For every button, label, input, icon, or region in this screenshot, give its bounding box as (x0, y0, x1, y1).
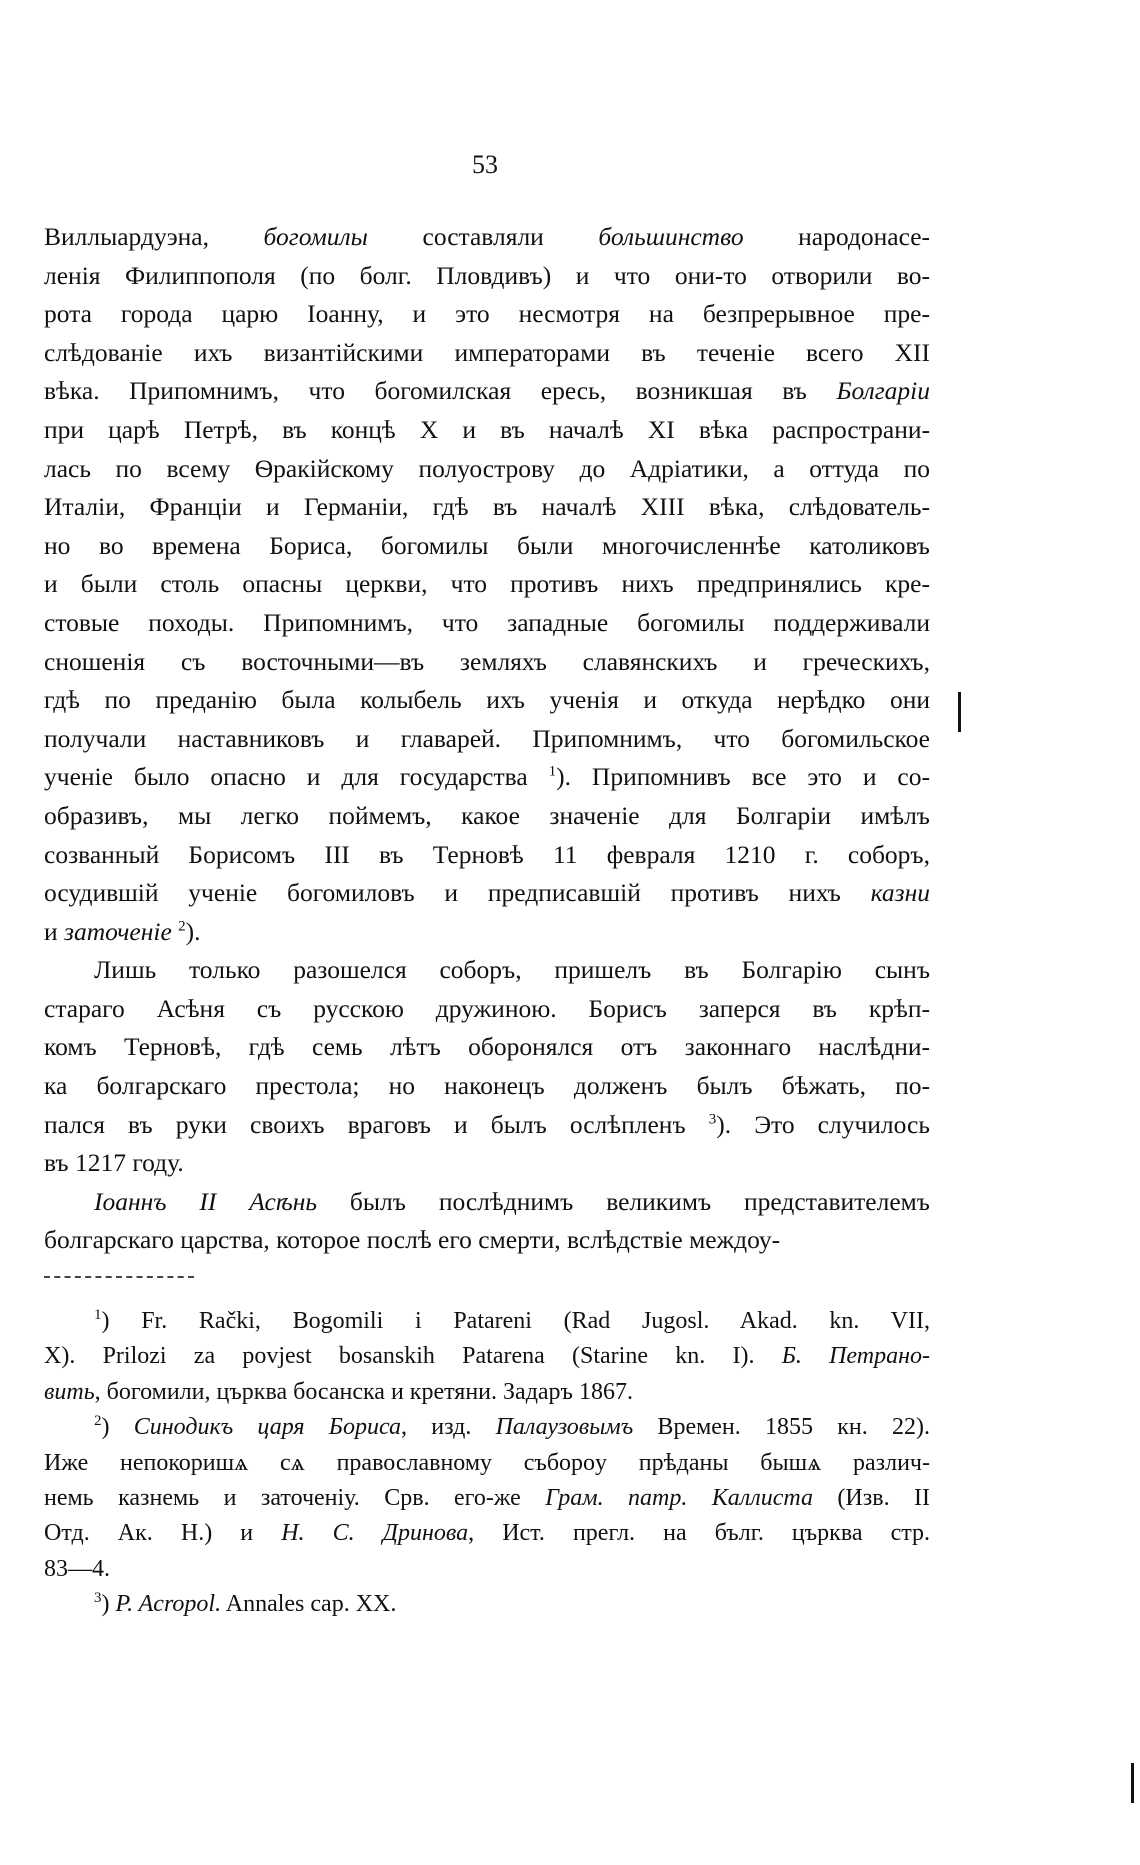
page-number: 53 (472, 150, 498, 179)
text-line: ленія Филиппополя (по болг. Пловдивъ) и что они-то отворили во- (44, 260, 930, 290)
italic-text: заточеніе (64, 916, 172, 946)
italic-text: вить (44, 1378, 95, 1405)
text-line: гдѣ по преданію была колыбель ихъ ученія и откуда нерѣдко они (44, 685, 930, 715)
text-line: и были столь опасны церкви, что противъ нихъ предпринялись кре- (44, 569, 930, 599)
paragraph-3 (44, 1183, 930, 1260)
text-line: образивъ, мы легко поймемъ, какое значеніе для Болгаріи имѣлъ (44, 800, 930, 830)
text-line: слѣдованіе ихъ византійскими императорами въ теченіе всего XII (44, 337, 930, 367)
text-line: лась по всему Ѳракійскому полуострову до Адріатики, а оттуда по (44, 453, 930, 483)
text-line: $^1$) Fr. Rački, Bogomili i Patareni (Rad Jugosl. Akad. kn. VII, (94, 1307, 930, 1334)
italic-text: большинство (598, 222, 744, 251)
text-line: Лишь только разошелся соборъ, пришелъ въ Болгарію сынъ (94, 955, 930, 985)
main-text (44, 218, 930, 1260)
text-line: немь казнемь и заточеніу. Срв. его-же Грам. патр. Каллиста (Изв. II (44, 1485, 931, 1512)
footnote-ref: 2 (94, 1413, 102, 1430)
footnote-separator (44, 1276, 194, 1278)
text-line: получали наставниковъ и главарей. Припомнимъ, что богомильское (44, 723, 930, 753)
footnote-ref: 3 (708, 1111, 717, 1128)
text-line: вѣка. Припомнимъ, что богомилская ересь, возникшая въ Болгаріи (44, 376, 930, 406)
text-line: въ 1217 году. (44, 1148, 184, 1178)
text-line: Виллыардуэна, богомилы составляли большинство народонасе- (44, 222, 931, 251)
margin-mark (958, 692, 961, 732)
text-line: Иже непокоришѧ сѧ православному съборoу прѣданы бышѧ различ- (44, 1449, 930, 1476)
text-line: пался въ руки своихъ враговъ и былъ ослѣпленъ $^3$). Это случилось (44, 1109, 930, 1139)
text-line: стараго Асѣня съ русскою дружиною. Борисъ заперся въ крѣп- (44, 993, 930, 1023)
text-line: вить, богомили, църква босанска и кретяни. Задаръ 1867. (44, 1378, 633, 1405)
italic-text: Н. С. Дринова (281, 1520, 469, 1547)
text-line: Италіи, Франціи и Германіи, гдѣ въ началѣ XIII вѣка, слѣдователь- (44, 492, 930, 522)
footnote-3 (44, 1587, 930, 1622)
footnote-ref: 2 (178, 918, 186, 935)
footnote-2 (44, 1410, 930, 1587)
italic-text: Грам. патр. Каллиста (545, 1485, 813, 1512)
text-line: $^3$) P. Acropol. Annales cap. XX. (94, 1590, 397, 1618)
italic-text: богомилы (263, 222, 368, 251)
footnote-ref: 3 (94, 1590, 102, 1607)
italic-text: P. Acropol. (115, 1591, 222, 1618)
text-line: созванный Борисомъ III въ Терновѣ 11 февраля 1210 г. соборъ, (44, 839, 930, 869)
footnote-ref: 1 (548, 763, 557, 780)
italic-text: Іоаннъ II Асѣнь (94, 1186, 318, 1216)
italic-text: Палаузовымъ (495, 1414, 634, 1441)
text-line: но во времена Бориса, богомилы были многочисленнѣе католиковъ (44, 530, 930, 560)
text-line: сношенія съ восточными—въ земляхъ славянскихъ и греческихъ, (44, 646, 930, 676)
text-line: и заточеніе $^2$). (44, 916, 201, 946)
footnote-ref: 1 (94, 1307, 102, 1323)
text-line: ка болгарскаго престола; но наконецъ долженъ былъ бѣжать, по- (44, 1071, 930, 1101)
footnote-1 (44, 1304, 930, 1410)
text-line: болгарскаго царства, которое послѣ его смерти, вслѣдствіе междоу- (44, 1225, 781, 1255)
text-line: X). Prilozi za povjest bosanskih Patarena (Starine kn. I). Б. Петрано- (44, 1343, 930, 1370)
text-line: комъ Терновѣ, гдѣ семь лѣтъ оборонялся отъ законнаго наслѣдни- (44, 1032, 930, 1062)
text-line: при царѣ Петрѣ, въ концѣ X и въ началѣ XI вѣка распространи- (44, 414, 930, 444)
italic-text: Болгаріи (836, 376, 930, 406)
text-line: стовые походы. Припомнимъ, что западные богомилы поддерживали (44, 607, 930, 637)
text-line: рота города царю Іоанну, и это несмотря на безпрерывное пре- (44, 299, 930, 329)
italic-text: казни (870, 878, 930, 908)
text-line: осудившій ученіе богомиловъ и предписавшій противъ нихъ казни (44, 878, 930, 908)
text-line: Іоаннъ II Асѣнь былъ послѣднимъ великимъ представителемъ (94, 1186, 930, 1216)
margin-mark (1131, 1763, 1134, 1803)
text-line: ученіе было опасно и для государства $^1$). Припомнивъ все это и со- (44, 762, 930, 792)
italic-text: Синодикъ царя Бориса (133, 1414, 401, 1441)
text-line: $^2$) Синодикъ царя Бориса, изд. Палаузовымъ Времен. 1855 кн. 22). (94, 1413, 930, 1441)
footnotes (44, 1304, 930, 1623)
paragraph-1 (44, 218, 930, 951)
paragraph-2 (44, 951, 930, 1183)
text-line: 83—4. (44, 1555, 110, 1582)
text-line: Отд. Ак. Н.) и Н. С. Дринова, Ист. прегл. на бълг. църква стр. (44, 1520, 931, 1547)
italic-text: Б. Петрано- (781, 1343, 930, 1370)
